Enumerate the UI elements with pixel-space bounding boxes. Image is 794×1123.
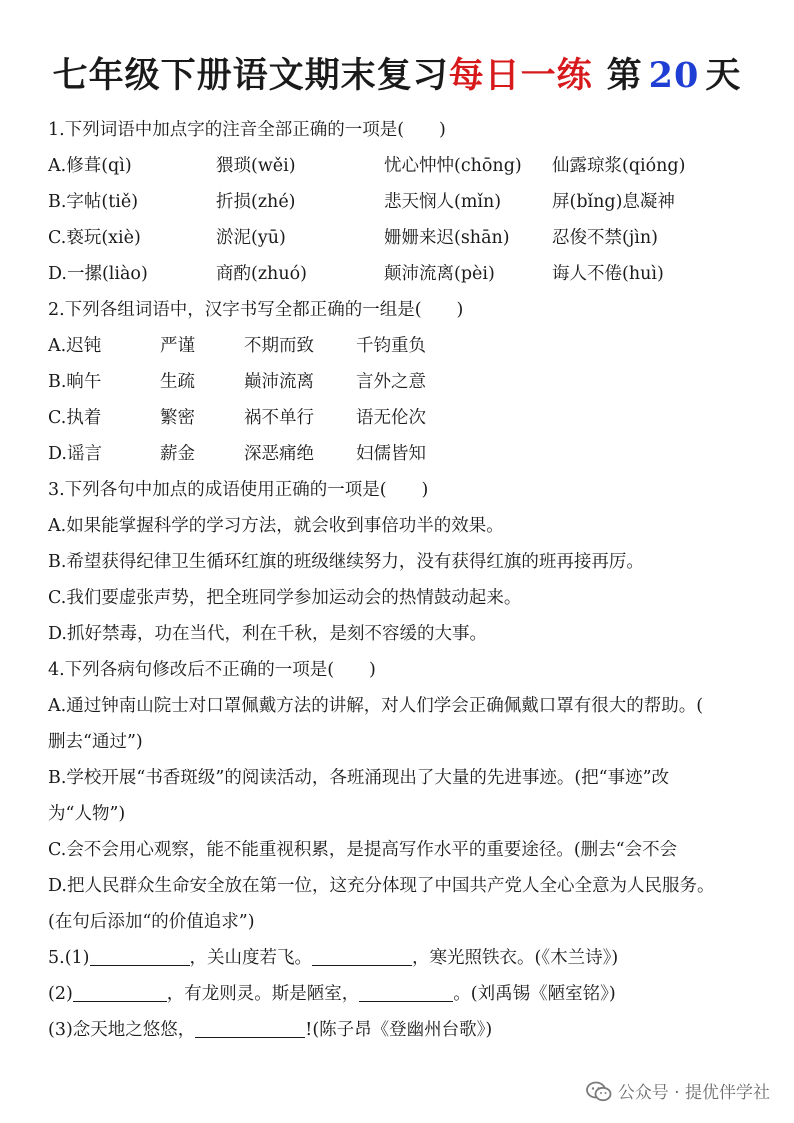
fill-blank[interactable]	[312, 945, 412, 966]
q1-option-cell: 屏(bǐng)息凝神	[552, 192, 675, 212]
q2-option-cell: 妇儒皆知	[356, 444, 426, 464]
q3-stem: 3.下列各句中加点的成语使用正确的一项是( )	[48, 480, 429, 500]
q1-option-cell: C.亵玩(xiè)	[48, 228, 141, 248]
q2-option-cell: 深恶痛绝	[244, 444, 314, 464]
q4-option-line: B.学校开展“书香斑级”的阅读活动，各班涌现出了大量的先进事迹。(把“事迹”改	[48, 768, 670, 788]
q1-option-cell: A.修葺(qì)	[48, 156, 132, 176]
fill-blank[interactable]	[90, 945, 190, 966]
q2-option-cell: A.迟钝	[48, 336, 102, 356]
q4-option-line: D.把人民群众生命安全放在第一位，这充分体现了中国共产党人全心全意为人民服务。	[48, 876, 715, 896]
q1-option-cell: 悲天悯人(mǐn)	[384, 192, 502, 212]
q1-option-row	[48, 220, 758, 256]
q4-option-line: (在句后添加“的价值追求”)	[48, 912, 255, 932]
q1-stem: 1.下列词语中加点字的注音全部正确的一项是( )	[48, 120, 446, 140]
q5-line-3	[48, 1012, 758, 1048]
q1-option-cell: 仙露琼浆(qióng)	[552, 156, 686, 176]
q2-option-cell: 薪金	[160, 444, 195, 464]
q1-option-cell: B.字帖(tiě)	[48, 192, 139, 212]
q2-stem: 2.下列各组词语中，汉字书写全都正确的一组是( )	[48, 300, 464, 320]
q5-line-2	[48, 976, 758, 1012]
q2-option-row	[48, 436, 758, 472]
q4-stem: 4.下列各病句修改后不正确的一项是( )	[48, 660, 376, 680]
fill-blank[interactable]	[359, 981, 453, 1002]
q5-text: !(陈子昂《登幽州台歌》)	[305, 1020, 493, 1040]
q4-option-line: C.会不会用心观察，能不能重视积累，是提高写作水平的重要途径。(删去“会不会	[48, 840, 678, 860]
question-list	[48, 112, 758, 1048]
q4-option-line: A.通过钟南山院士对口罩佩戴方法的讲解，对人们学会正确佩戴口罩有很大的帮助。(	[48, 696, 704, 716]
q2-option-cell: 严谨	[160, 336, 195, 356]
fill-blank[interactable]	[73, 981, 167, 1002]
q2-option-cell: C.执着	[48, 408, 102, 428]
q1-option-cell: 颠沛流离(pèi)	[384, 264, 495, 284]
q5-text: ，关山度若飞。	[189, 948, 312, 968]
watermark	[586, 1078, 770, 1108]
q1-option-cell: 折损(zhé)	[216, 192, 296, 212]
q5-label: (2)	[48, 984, 73, 1004]
q2-option-cell: 言外之意	[356, 372, 426, 392]
q1-option-cell: 诲人不倦(huì)	[552, 264, 664, 284]
q1-option-cell: 淤泥(yū)	[216, 228, 286, 248]
watermark-text: 公众号 · 提优伴学社	[617, 1083, 770, 1103]
q2-option-cell: 繁密	[160, 408, 195, 428]
q4-option-line: 为“人物”)	[48, 804, 126, 824]
q2-option-cell: 千钧重负	[356, 336, 426, 356]
title-day-number: 20	[648, 55, 700, 96]
page-title	[0, 52, 794, 100]
q2-option-cell: D.谣言	[48, 444, 102, 464]
q2-option-cell: 祸不单行	[244, 408, 314, 428]
title-day-suffix: 天	[705, 55, 742, 96]
q1-option-cell: 忧心忡忡(chōng)	[384, 156, 522, 176]
q5-text: 。(刘禹锡《陋室铭》)	[453, 984, 616, 1004]
fill-blank[interactable]	[195, 1017, 305, 1038]
q1-option-cell: 商酌(zhuó)	[216, 264, 307, 284]
q3-option: B.希望获得纪律卫生循环红旗的班级继续努力，没有获得红旗的班再接再厉。	[48, 552, 644, 572]
q1-option-row	[48, 256, 758, 292]
q1-option-row	[48, 148, 758, 184]
q2-option-cell: 生疏	[160, 372, 195, 392]
q5-text: ，寒光照铁衣。(《木兰诗》)	[412, 948, 619, 968]
title-main: 七年级下册语文期末复习	[52, 55, 449, 96]
q2-option-cell: 不期而致	[244, 336, 314, 356]
q5-label: (3)念天地之悠悠，	[48, 1020, 196, 1040]
q2-option-cell: 语无伦次	[356, 408, 426, 428]
q5-line-1	[48, 940, 758, 976]
q2-option-row	[48, 364, 758, 400]
q1-option-cell: D.一摞(liào)	[48, 264, 148, 284]
q3-option: C.我们要虚张声势，把全班同学参加运动会的热情鼓动起来。	[48, 588, 522, 608]
title-day-prefix: 第	[606, 55, 643, 96]
q1-option-cell: 忍俊不禁(jìn)	[552, 228, 658, 248]
q2-option-cell: B.晌午	[48, 372, 102, 392]
q1-option-row	[48, 184, 758, 220]
q5-text: ，有龙则灵。斯是陋室，	[166, 984, 360, 1004]
q2-option-row	[48, 328, 758, 364]
q3-option: A.如果能掌握科学的学习方法，就会收到事倍功半的效果。	[48, 516, 504, 536]
q5-label: 5.(1)	[48, 948, 90, 968]
q3-option: D.抓好禁毒，功在当代，利在千秋，是刻不容缓的大事。	[48, 624, 487, 644]
q1-option-cell: 姗姗来迟(shān)	[384, 228, 510, 248]
q2-option-cell: 巅沛流离	[244, 372, 314, 392]
title-highlight: 每日一练	[448, 55, 593, 96]
q4-option-line: 删去“通过”)	[48, 732, 143, 752]
wechat-icon	[586, 1081, 612, 1103]
q2-option-row	[48, 400, 758, 436]
q1-option-cell: 猥琐(wěi)	[216, 156, 296, 176]
